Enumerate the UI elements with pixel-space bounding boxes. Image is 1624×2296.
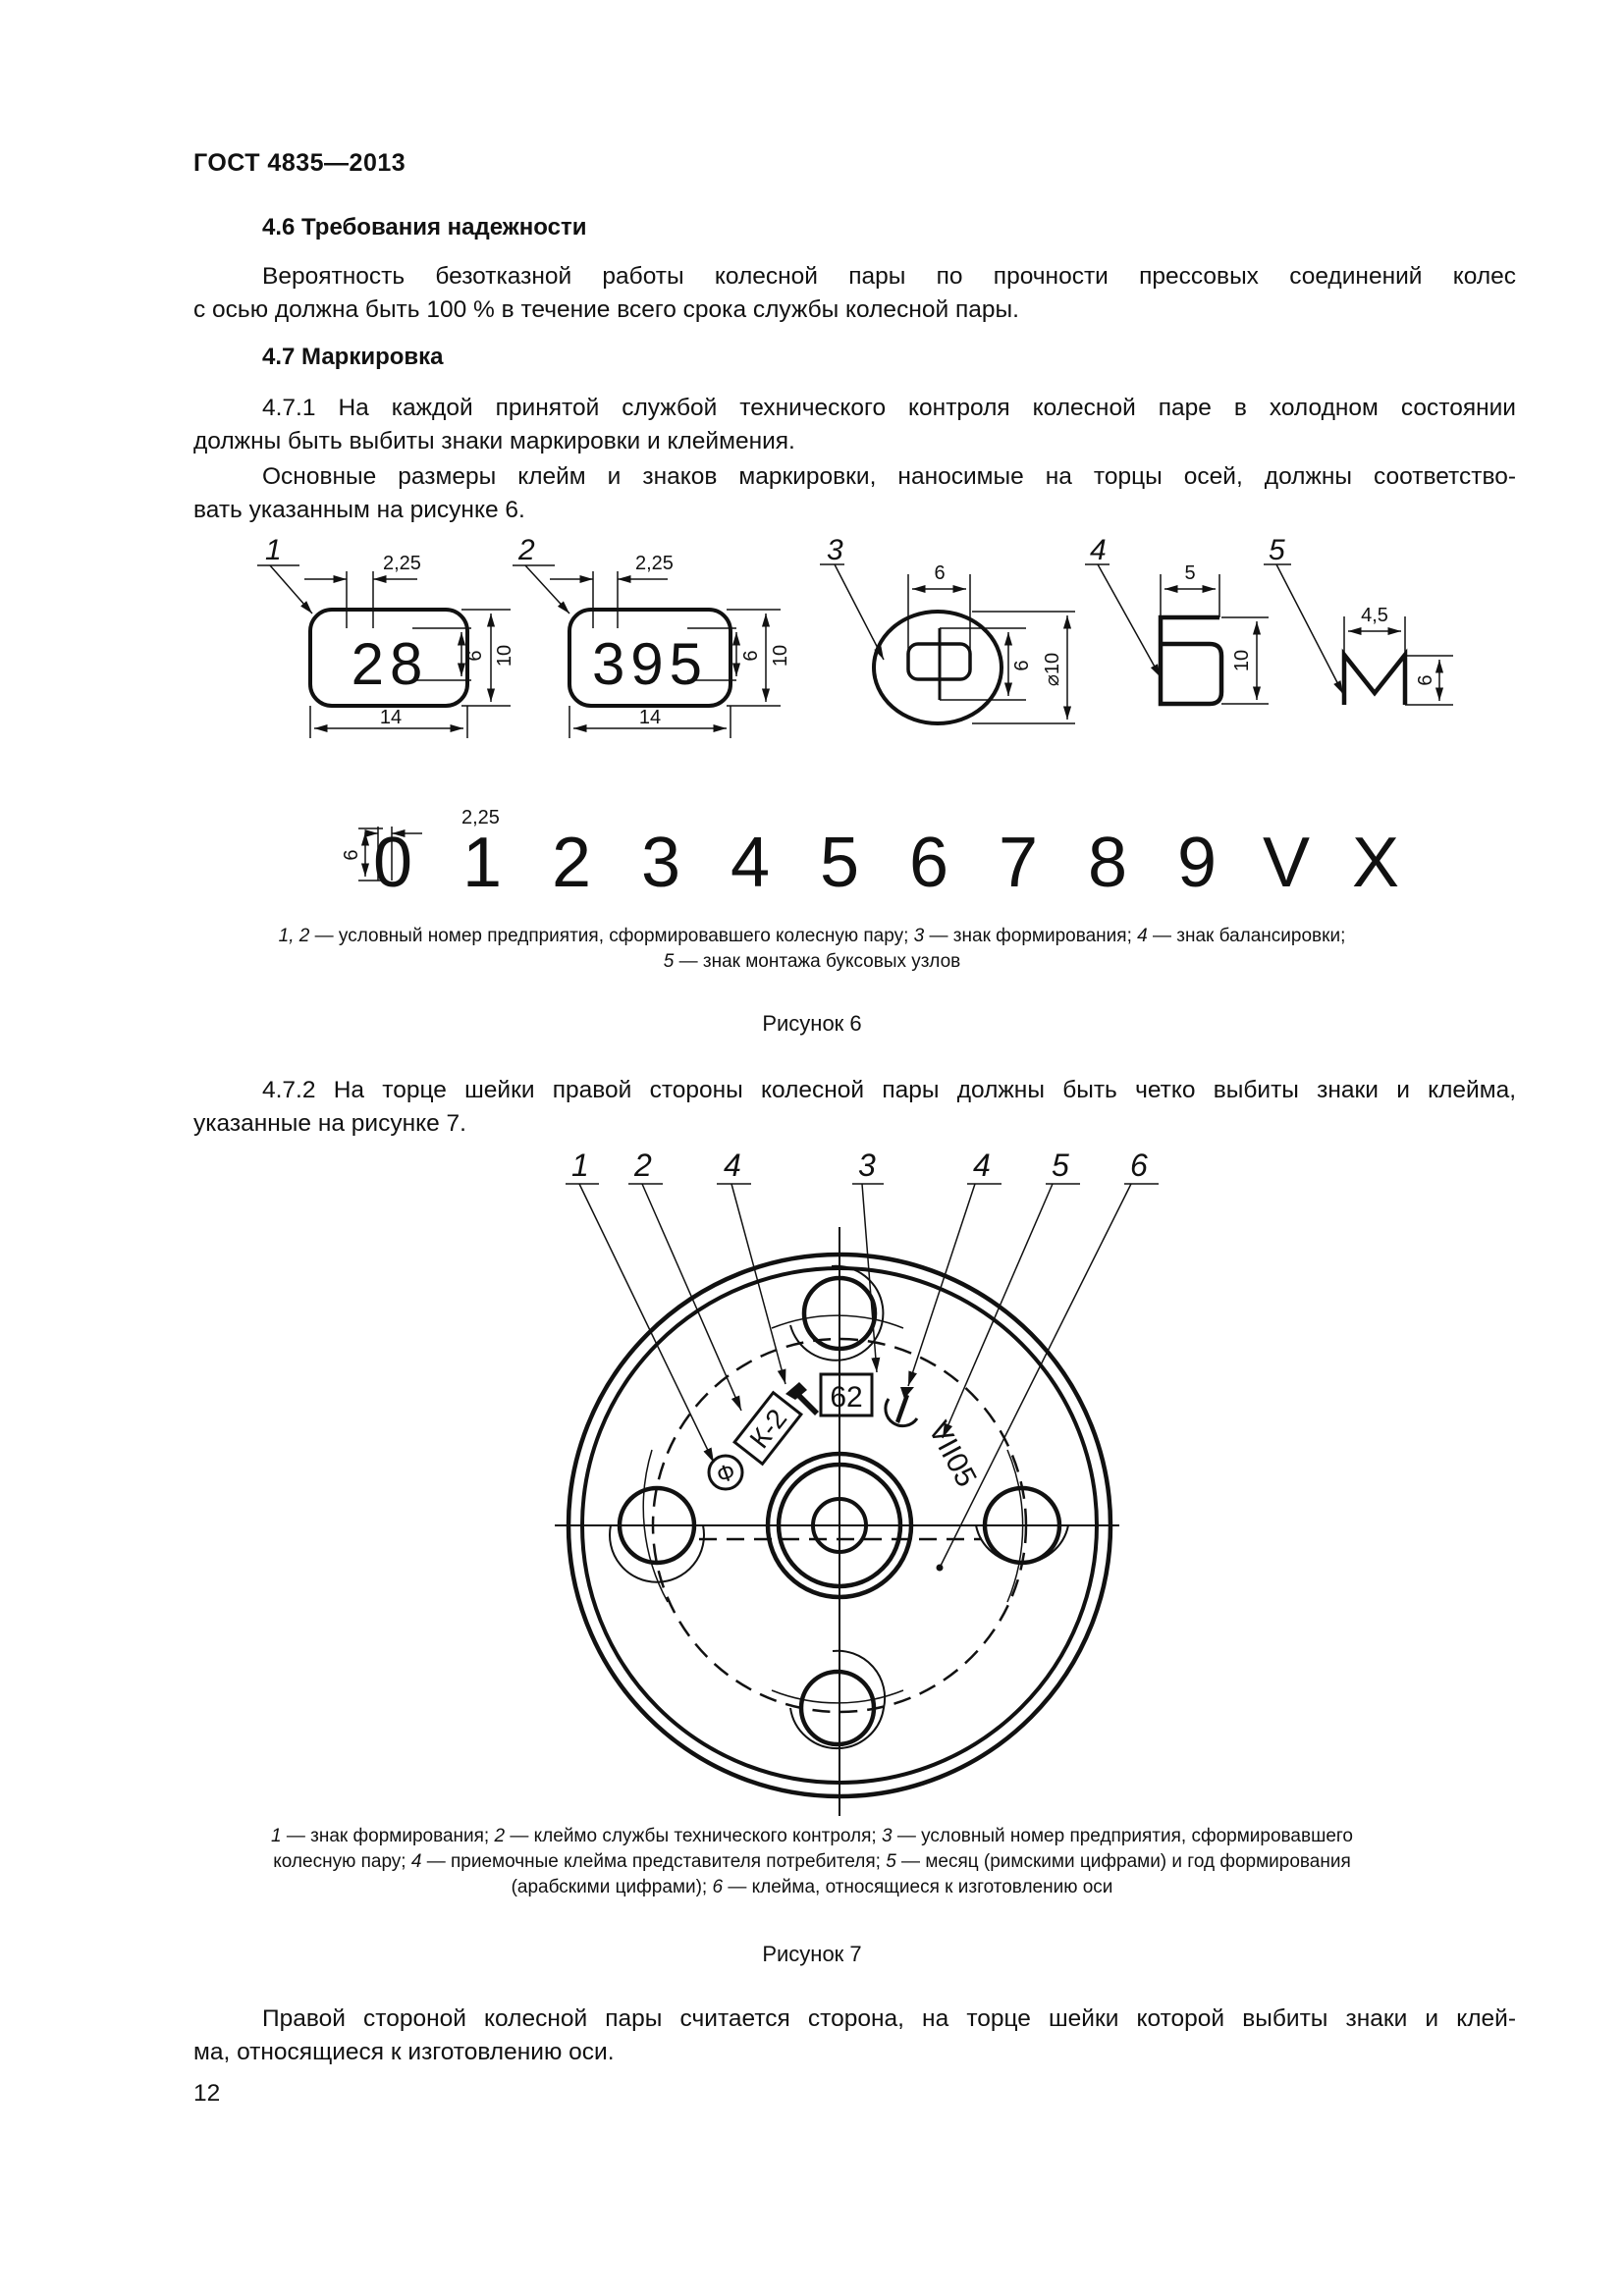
svg-text:28: 28 bbox=[351, 631, 429, 697]
svg-text:14: 14 bbox=[638, 707, 662, 728]
hole-bottom bbox=[772, 1651, 903, 1748]
svg-text:V: V bbox=[1262, 824, 1311, 902]
svg-text:3: 3 bbox=[827, 534, 843, 566]
para-4-7-2-line2: указанные на рисунке 7. bbox=[193, 1110, 466, 1137]
section-4-6-title: 4.6 Требования надежности bbox=[262, 214, 587, 240]
fig6-charset-row bbox=[373, 824, 1399, 902]
figure-7-caption bbox=[157, 1824, 1467, 1900]
fig6-stamp-texts bbox=[352, 631, 708, 697]
figure-7-caption-line3: (арабскими цифрами); 6 — клейма, относящиеся к изготовлению оси bbox=[511, 1877, 1113, 1897]
svg-text:6: 6 bbox=[908, 824, 949, 902]
para-4-7-1-line1: 4.7.1 На каждой принятой службой технического контроля колесной паре в холодном состоянии bbox=[262, 395, 1516, 421]
final-para-line2: ма, относящиеся к изготовлению оси. bbox=[193, 2039, 615, 2065]
svg-text:3: 3 bbox=[858, 1148, 876, 1183]
svg-text:4: 4 bbox=[973, 1148, 991, 1183]
section-4-6-para-line1: Вероятность безотказной работы колесной пары по прочности прессовых соединений колес bbox=[262, 263, 1516, 290]
svg-text:6: 6 bbox=[1415, 674, 1436, 686]
svg-text:5: 5 bbox=[819, 824, 860, 902]
fig7-leader-labels bbox=[571, 1148, 1148, 1183]
section-4-6-para-line2: с осью должна быть 100 % в течение всего срока службы колесной пары. bbox=[193, 296, 1019, 323]
svg-text:1: 1 bbox=[265, 534, 282, 566]
svg-text:10: 10 bbox=[1231, 649, 1253, 672]
acceptance-stamp-left bbox=[785, 1382, 819, 1415]
svg-text:5: 5 bbox=[1052, 1148, 1069, 1183]
svg-text:2: 2 bbox=[634, 1148, 652, 1183]
svg-text:395: 395 bbox=[591, 631, 709, 697]
document-header: ГОСТ 4835—2013 bbox=[193, 149, 406, 177]
para-sizes-line2: вать указанным на рисунке 6. bbox=[193, 497, 525, 523]
final-para-line1: Правой стороной колесной пары считается сторона, на торце шейки которой выбиты знаки и клей- bbox=[262, 2005, 1516, 2032]
stamp-date-text: VII05 bbox=[921, 1415, 983, 1493]
svg-text:4,5: 4,5 bbox=[1361, 605, 1388, 626]
figure-7-drawing bbox=[0, 1139, 1624, 1816]
svg-text:2: 2 bbox=[551, 824, 592, 902]
figure-6-title: Рисунок 6 bbox=[762, 1011, 862, 1036]
figure-6-caption bbox=[157, 924, 1467, 975]
figure-7-caption-line1: 1 — знак формирования; 2 — клеймо службы технического контроля; 3 — условный номер предприятия, сформировавшего bbox=[271, 1826, 1353, 1846]
stamp-enterprise-text: 62 bbox=[830, 1381, 863, 1414]
figure-6-drawing bbox=[0, 0, 1624, 942]
section-4-7-title: 4.7 Маркировка bbox=[262, 344, 444, 370]
svg-text:4: 4 bbox=[1090, 534, 1107, 566]
svg-text:2,25: 2,25 bbox=[635, 553, 674, 574]
figure-7-caption-line2: колесную пару; 4 — приемочные клейма представителя потребителя; 5 — месяц (римскими цифрами) и год формирования bbox=[273, 1851, 1351, 1872]
svg-text:5: 5 bbox=[1184, 562, 1196, 584]
svg-text:10: 10 bbox=[494, 644, 515, 667]
fig6-item-3-formation-sign bbox=[820, 564, 1075, 723]
stamp-control-text: К-2 bbox=[743, 1403, 793, 1455]
svg-text:6: 6 bbox=[934, 562, 946, 584]
svg-text:1: 1 bbox=[571, 1148, 589, 1183]
figure-7-title: Рисунок 7 bbox=[762, 1942, 862, 1966]
para-4-7-1-line2: должны быть выбиты знаки маркировки и клеймения. bbox=[193, 428, 795, 454]
svg-text:2,25: 2,25 bbox=[461, 807, 500, 828]
figure-6-caption-line1: 1, 2 — условный номер предприятия, сформировавшего колесную пару; 3 — знак формирования; 4 — знак балансировки; bbox=[278, 926, 1346, 946]
stamp-formation-text: Ф bbox=[713, 1458, 739, 1490]
fig6-item-4-balancing-sign bbox=[1085, 564, 1269, 704]
para-4-7-2-line1: 4.7.2 На торце шейки правой стороны колесной пары должны быть четко выбиты знаки и клейма, bbox=[262, 1077, 1516, 1103]
svg-text:8: 8 bbox=[1087, 824, 1128, 902]
svg-text:9: 9 bbox=[1176, 824, 1218, 902]
acceptance-stamp-right bbox=[895, 1387, 914, 1423]
svg-text:6: 6 bbox=[464, 650, 486, 662]
svg-text:4: 4 bbox=[730, 824, 771, 902]
svg-text:X: X bbox=[1351, 824, 1400, 902]
svg-text:5: 5 bbox=[1269, 534, 1285, 566]
svg-text:3: 3 bbox=[640, 824, 681, 902]
svg-text:6: 6 bbox=[1011, 660, 1033, 671]
svg-text:2: 2 bbox=[518, 534, 535, 566]
svg-text:1: 1 bbox=[461, 824, 503, 902]
svg-text:14: 14 bbox=[379, 707, 403, 728]
svg-text:6: 6 bbox=[740, 650, 762, 662]
para-sizes-line1: Основные размеры клейм и знаков маркировки, наносимые на торцы осей, должны соответство- bbox=[262, 463, 1516, 490]
svg-text:⌀10: ⌀10 bbox=[1042, 652, 1063, 687]
page-number: 12 bbox=[193, 2080, 221, 2107]
svg-text:2,25: 2,25 bbox=[383, 553, 421, 574]
svg-text:0: 0 bbox=[372, 824, 413, 902]
svg-text:6: 6 bbox=[341, 849, 362, 861]
figure-6-caption-line2: 5 — знак монтажа буксовых узлов bbox=[663, 951, 961, 972]
svg-text:10: 10 bbox=[770, 644, 791, 667]
svg-text:4: 4 bbox=[724, 1148, 741, 1183]
svg-text:6: 6 bbox=[1130, 1148, 1148, 1183]
svg-text:7: 7 bbox=[998, 824, 1039, 902]
